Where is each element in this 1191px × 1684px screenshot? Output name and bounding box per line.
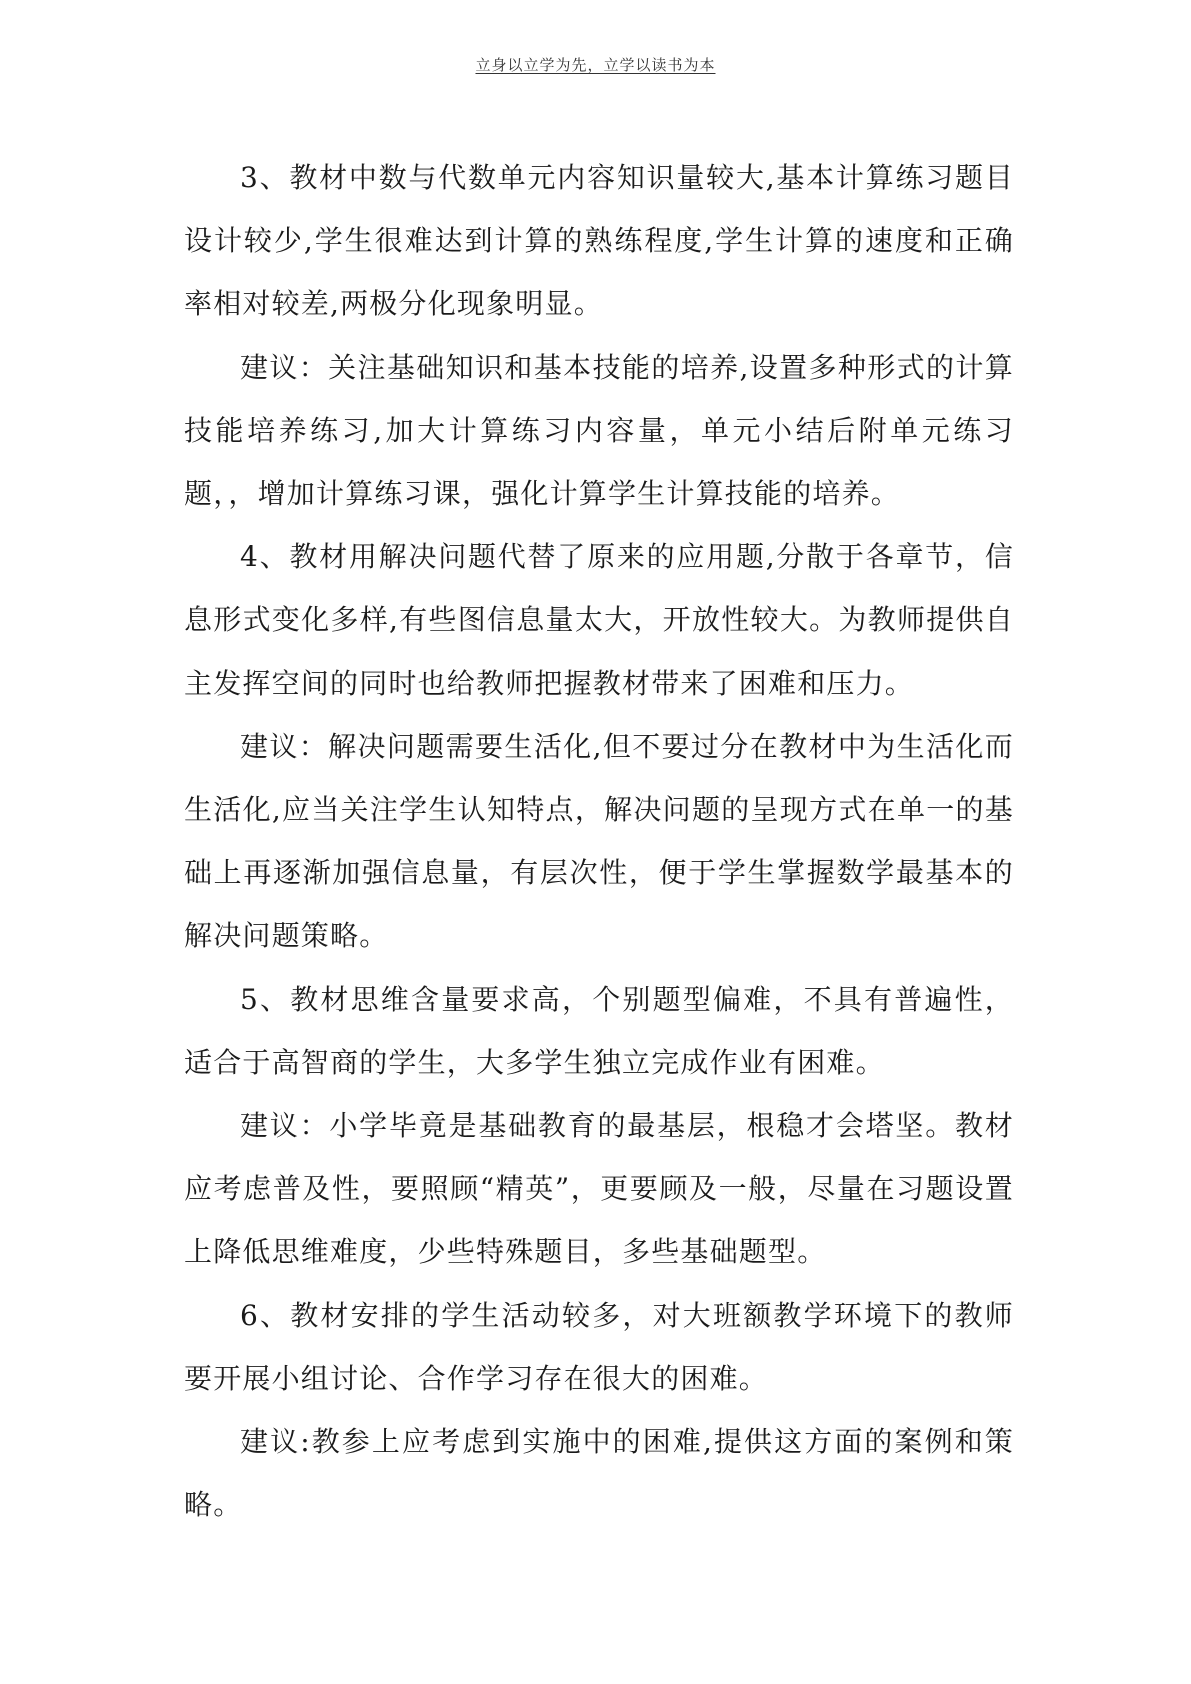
paragraph-point-6: 6、教材安排的学生活动较多，对大班额教学环境下的教师要开展小组讨论、合作学习存在很大的困难。: [184, 1298, 1014, 1395]
paragraph-point-5: 5、教材思维含量要求高，个别题型偏难，不具有普遍性，适合于高智商的学生，大多学生独立完成作业有困难。: [184, 982, 1014, 1079]
paragraph-point-3: 3、教材中数与代数单元内容知识量较大,基本计算练习题目设计较少,学生很难达到计算的熟练程度,学生计算的速度和正确率相对较差,两极分化现象明显。: [184, 161, 1014, 321]
page-header: [0, 54, 1191, 75]
document-body: [184, 146, 1014, 1536]
paragraph-point-4: 4、教材用解决问题代替了原来的应用题,分散于各章节，信息形式变化多样,有些图信息量太大，开放性较大。为教师提供自主发挥空间的同时也给教师把握教材带来了困难和压力。: [184, 540, 1014, 700]
paragraph-suggestion-5: 建议：小学毕竟是基础教育的最基层，根稳才会塔坚。教材应考虑普及性，要照顾“精英”，更要顾及一般，尽量在习题设置上降低思维难度，少些特殊题目，多些基础题型。: [184, 1109, 1014, 1269]
paragraph-suggestion-4: 建议：解决问题需要生活化,但不要过分在教材中为生活化而生活化,应当关注学生认知特点，解决问题的呈现方式在单一的基础上再逐渐加强信息量，有层次性，便于学生掌握数学最基本的解决问题策略。: [184, 729, 1014, 953]
paragraph-suggestion-3: 建议：关注基础知识和基本技能的培养,设置多种形式的计算技能培养练习,加大计算练习内容量，单元小结后附单元练习题，，增加计算练习课，强化计算学生计算技能的培养。: [184, 350, 1014, 511]
header-motto: 立身以立学为先，立学以读书为本: [475, 56, 716, 74]
paragraph-suggestion-6: 建议:教参上应考虑到实施中的困难,提供这方面的案例和策略。: [184, 1425, 1014, 1522]
